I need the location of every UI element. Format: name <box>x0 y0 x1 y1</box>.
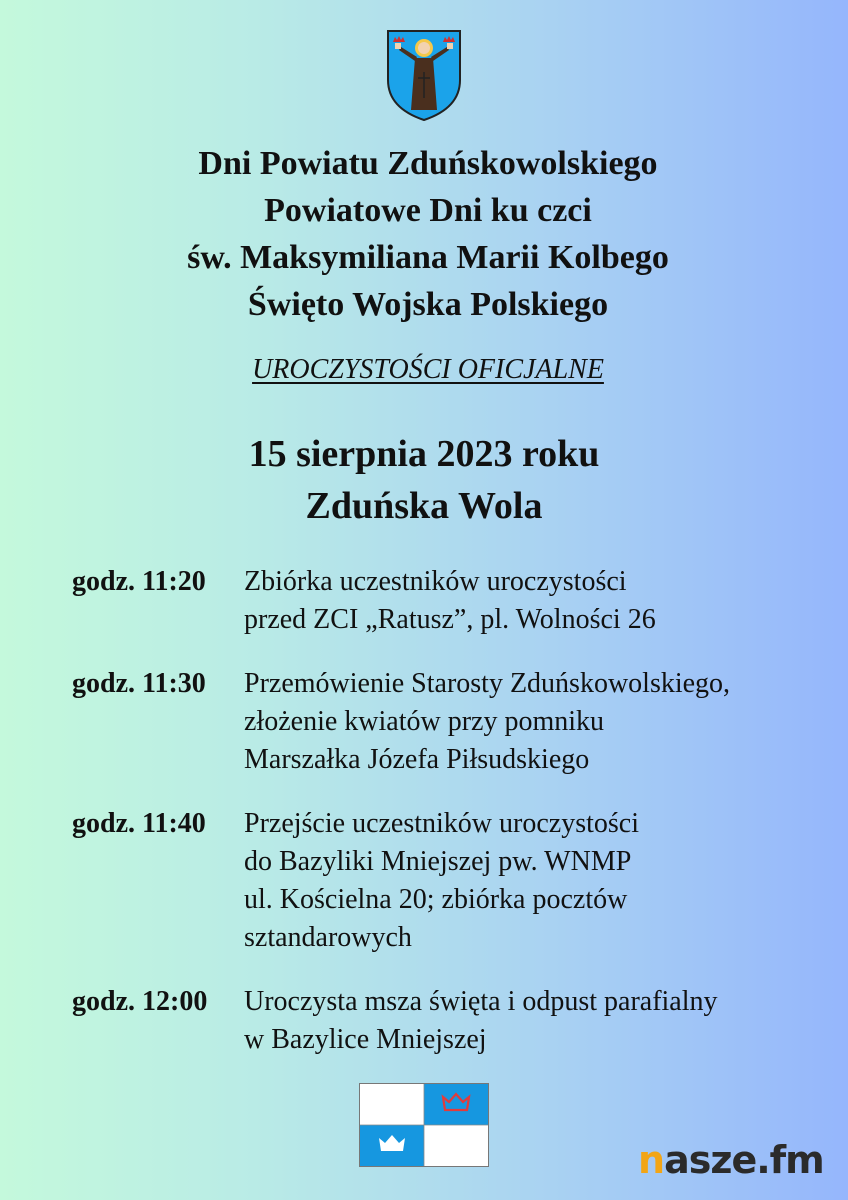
schedule-time: godz. 12:00 <box>72 986 208 1017</box>
county-crest-icon <box>359 1083 489 1167</box>
schedule-description <box>244 665 812 779</box>
schedule-time: godz. 11:20 <box>72 566 206 597</box>
schedule-time: godz. 11:40 <box>72 808 206 839</box>
coat-of-arms-icon <box>385 28 463 122</box>
schedule-description <box>244 805 812 957</box>
title-line-3: św. Maksymiliana Marii Kolbego <box>187 239 669 276</box>
section-subtitle: UROCZYSTOŚCI OFICJALNE <box>252 354 604 385</box>
schedule-description <box>244 563 812 639</box>
description-line: przed ZCI „Ratusz”, pl. Wolności 26 <box>244 604 656 635</box>
description-line: ul. Kościelna 20; zbiórka pocztów <box>244 884 628 915</box>
title-line-1: Dni Powiatu Zduńskowolskiego <box>198 145 658 182</box>
description-line: Przemówienie Starosty Zduńskowolskiego, <box>244 668 731 699</box>
description-line: sztandarowych <box>244 922 412 953</box>
schedule-item <box>72 665 812 779</box>
event-date: 15 sierpnia 2023 roku <box>248 433 600 475</box>
schedule-description <box>244 983 812 1059</box>
description-line: Przejście uczestników uroczystości <box>244 808 639 839</box>
schedule-item <box>72 805 812 957</box>
schedule-time: godz. 11:30 <box>72 668 206 699</box>
nasze-fm-logo: nasze.fm <box>638 1138 824 1182</box>
schedule-list <box>72 563 812 1085</box>
description-line: w Bazylice Mniejszej <box>244 1024 487 1055</box>
schedule-item <box>72 563 812 639</box>
schedule-item <box>72 983 812 1059</box>
event-place: Zduńska Wola <box>305 485 543 527</box>
description-line: Marszałka Józefa Piłsudskiego <box>244 744 590 775</box>
description-line: Uroczysta msza święta i odpust parafialny <box>244 986 718 1017</box>
description-line: Zbiórka uczestników uroczystości <box>244 566 627 597</box>
event-titles <box>0 140 848 328</box>
event-date-place <box>0 428 848 532</box>
description-line: do Bazyliki Mniejszej pw. WNMP <box>244 846 632 877</box>
title-line-2: Powiatowe Dni ku czci <box>264 192 592 229</box>
description-line: złożenie kwiatów przy pomniku <box>244 706 605 737</box>
title-line-4: Święto Wojska Polskiego <box>247 286 609 323</box>
